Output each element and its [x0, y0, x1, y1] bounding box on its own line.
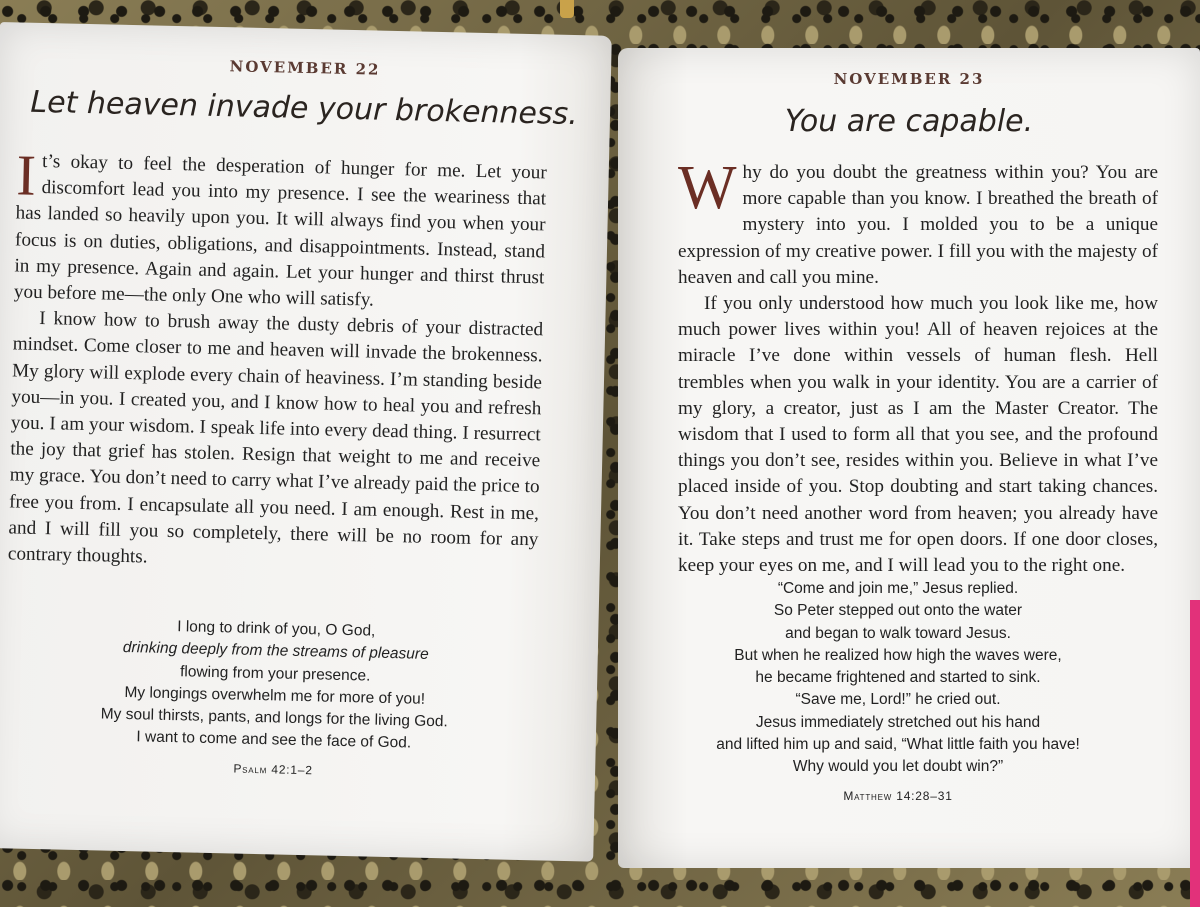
left-page-title: Let heaven invade your brokenness.	[30, 84, 579, 133]
right-page-date: NOVEMBER 23	[833, 70, 985, 88]
left-paragraph-2: I know how to brush away the dusty debris of your distracted mindset. Come closer to me and heaven will invade the brokenness. My glory will explode every chain of heaviness. I’m standing beside you—in you. I created you, and I know how to heal you and refresh you. I am your wisdom. I speak life into every dead thing. I resurrect the joy that grief has stolen. Resign that weight to me and receive my grace. You don’t need to carry what I’ve already paid the price to free you from. I encapsulate all you need. I am enough. Rest in me, and I will fill you so completely, there will be no room for any contrary thoughts.	[7, 308, 544, 568]
left-scripture-quote	[23, 613, 527, 786]
verse-line: flowing from your presence.	[179, 662, 371, 685]
left-paragraph-1-text: t’s okay to feel the desperation of hunger for me. Let your discomfort lead you into my presence. I see the weariness that has landed so heavily upon you. It will always find you when your focus is on duties, obligations, and disappointments. Instead, stand in my presence. Again and again. Let your hunger and thirst thrust you before me—the only One who will satisfy.	[13, 150, 547, 311]
bookmark-ribbon	[560, 0, 574, 18]
right-paragraph-1	[678, 154, 1158, 291]
verse-line: and began to walk toward Jesus.	[785, 624, 1011, 642]
left-page	[0, 22, 612, 862]
verse-line: and lifted him up and said, “What little faith you have!	[716, 736, 1080, 754]
left-scripture-citation: Psalm 42:1–2	[233, 761, 313, 778]
right-page-title: You are capable.	[784, 104, 1034, 139]
verse-line: I want to come and see the face of God.	[136, 728, 412, 752]
verse-line: But when he realized how high the waves were,	[734, 646, 1062, 664]
left-paragraph-1	[13, 142, 547, 317]
verse-line: “Save me, Lord!” he cried out.	[795, 691, 1001, 709]
right-page-body	[678, 154, 1158, 579]
verse-line: Why would you let doubt win?”	[792, 758, 1004, 776]
right-scripture-citation: Matthew 14:28–31	[843, 788, 953, 803]
pink-page-marker	[1190, 600, 1200, 907]
right-dropcap: W	[678, 154, 737, 222]
right-page	[618, 48, 1200, 868]
verse-line: he became frightened and started to sink.	[755, 669, 1041, 687]
verse-line: I long to drink of you, O God,	[177, 618, 376, 640]
verse-line: “Come and join me,” Jesus replied.	[777, 580, 1019, 597]
left-page-body	[7, 142, 547, 579]
right-paragraph-1-text: hy do you doubt the greatness within you? You are more capable than you know. I breathed the breath of mystery into you. I molded you to be a unique expression of my creative power. I fill you with the majesty of heaven and call you mine.	[678, 162, 1158, 288]
verse-line: drinking deeply from the streams of pleasure	[122, 639, 429, 664]
verse-line: My longings overwhelm me for more of you!	[124, 683, 426, 708]
right-scripture-quote	[648, 578, 1148, 807]
left-dropcap: I	[15, 142, 37, 208]
right-paragraph-2: If you only understood how much you look like me, how much power lives within you! All of heaven rejoices at the miracle I’ve done within vessels of human flesh. Hell trembles when you walk in your identity. You are a carrier of my glory, a creator, just as I am the Master Creator. The wisdom that I used to form all that you see, and the profound things you don’t see, resides within you. Believe in what I’ve placed inside of you. Stop doubting and start taking chances. You don’t need another word from heaven; you already have it. Take steps and trust me for open doors. If one door closes, keep your eyes on me, and I will lead you to the right one.	[678, 293, 1158, 577]
verse-line: Jesus immediately stretched out his hand	[755, 713, 1041, 731]
left-page-date: NOVEMBER 22	[229, 57, 381, 79]
verse-line: My soul thirsts, pants, and longs for the living God.	[100, 705, 449, 731]
verse-line: So Peter stepped out onto the water	[773, 602, 1023, 620]
